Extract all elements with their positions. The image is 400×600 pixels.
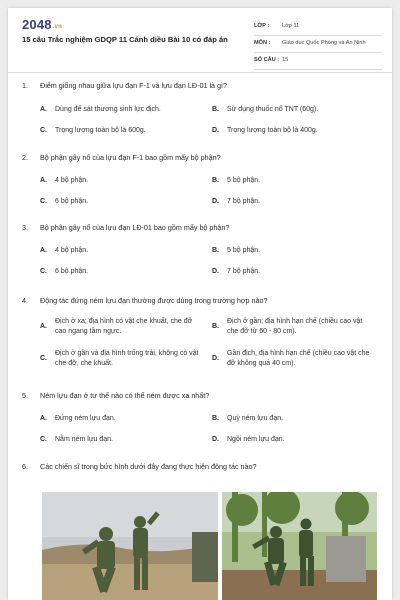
option-letter: B. [212,106,219,113]
option-letter: B. [212,177,219,184]
option-letter: C. [40,198,47,205]
logo-text: 2048 [22,17,52,32]
meta-panel [254,19,382,70]
option-letter: A. [40,106,47,113]
question-text: Điểm giống nhau giữa lựu đạn F-1 và lựu đạn LĐ-01 là gì? [40,81,228,90]
option-text: Ngồi ném lựu đạn. [227,436,285,443]
option-text: 7 bộ phận. [227,268,261,275]
option-text: Địch ở xa; địa hình có vật che khuất, che đỡ cao ngang tầm ngực. [55,318,193,335]
option-letter: C. [40,268,47,275]
question-text: Bộ phận gây nổ của lựu đạn F-1 bao gồm mấy bộ phận? [40,153,221,162]
question-text: Các chiến sĩ trong bức hình dưới đây đang thực hiện động tác nào? [40,462,257,471]
option-letter: B. [212,247,219,254]
option-text: 6 bộ phận. [55,198,89,205]
question-text: Bộ phận gây nổ của lựu đạn LĐ-01 bao gồm mấy bộ phận? [40,223,230,232]
site-logo[interactable] [22,17,62,32]
soldiers-throwing-photo-left [42,492,218,600]
option-text: Gần địch, địa hình hạn chế (chiều cao vật che đỡ không quá 40 cm). [227,350,370,367]
soldiers-throwing-photo-right [222,492,377,600]
option-text: Địch ở gần; địa hình hạn chế (chiều cao vật che đỡ từ 60 - 80 cm). [227,318,363,335]
photo-illustration [42,492,218,600]
option-text: Sử dụng thuốc nổ TNT (60g). [227,106,319,113]
meta-row-subject [254,36,382,53]
option-letter: D. [212,198,219,205]
option-text: 7 bộ phận. [227,198,261,205]
option-letter: C. [40,127,47,134]
option-letter: A. [40,247,47,254]
meta-label: MÔN : [254,40,271,46]
question-number: 1. [22,81,28,90]
option-letter: B. [212,415,219,422]
photo-illustration [222,492,377,600]
option-letter: C. [40,436,47,443]
option-text: Dùng để sát thương sinh lực địch. [55,106,161,113]
option-letter: D. [212,268,219,275]
meta-label: LỚP : [254,23,270,29]
meta-label: SỐ CÂU : [254,57,280,63]
option-text: 4 bộ phận. [55,247,89,254]
meta-value: Lớp 11 [282,23,300,29]
option-letter: A. [40,323,47,330]
meta-row-question-count [254,53,382,70]
option-text: Quỳ ném lựu đạn. [227,415,284,422]
option-letter: D. [212,127,219,134]
option-letter: D. [212,436,219,443]
question-number: 5. [22,391,28,400]
question-text: Động tác đứng ném lựu đạn thường được dùng trong trường hợp nào? [40,296,268,305]
meta-row-class [254,19,382,36]
option-letter: A. [40,415,47,422]
option-letter: B. [212,323,219,330]
option-letter: C. [40,355,47,362]
option-text: 4 bộ phận. [55,177,89,184]
question-number: 4. [22,296,28,305]
option-letter: A. [40,177,47,184]
question-number: 6. [22,462,28,471]
meta-value: 15 [282,57,289,63]
option-text: Trọng lượng toàn bộ là 600g. [55,127,146,134]
question-number: 2. [22,153,28,162]
question-number: 3. [22,223,28,232]
document-page [8,8,392,600]
header-divider [8,72,392,73]
option-text: 5 bộ phận. [227,247,261,254]
logo-tld: .vn [52,24,63,30]
option-text: 5 bộ phận. [227,177,261,184]
option-letter: D. [212,355,219,362]
meta-value: Giáo dục Quốc Phòng và An Ninh [282,40,366,46]
option-text: Đứng ném lựu đạn. [55,415,116,422]
option-text: Nằm ném lựu đạn. [55,436,113,443]
document-title: 15 câu Trắc nghiệm GDQP 11 Cánh diều Bài 10 có đáp án [22,35,228,44]
question-text: Ném lựu đạn ở tư thế nào có thể ném được xa nhất? [40,391,210,400]
option-text: Địch ở gần và địa hình trống trải, không có vật che đỡ, che khuất. [55,350,199,367]
option-text: Trọng lượng toàn bộ là 400g. [227,127,318,134]
option-text: 6 bộ phận. [55,268,89,275]
